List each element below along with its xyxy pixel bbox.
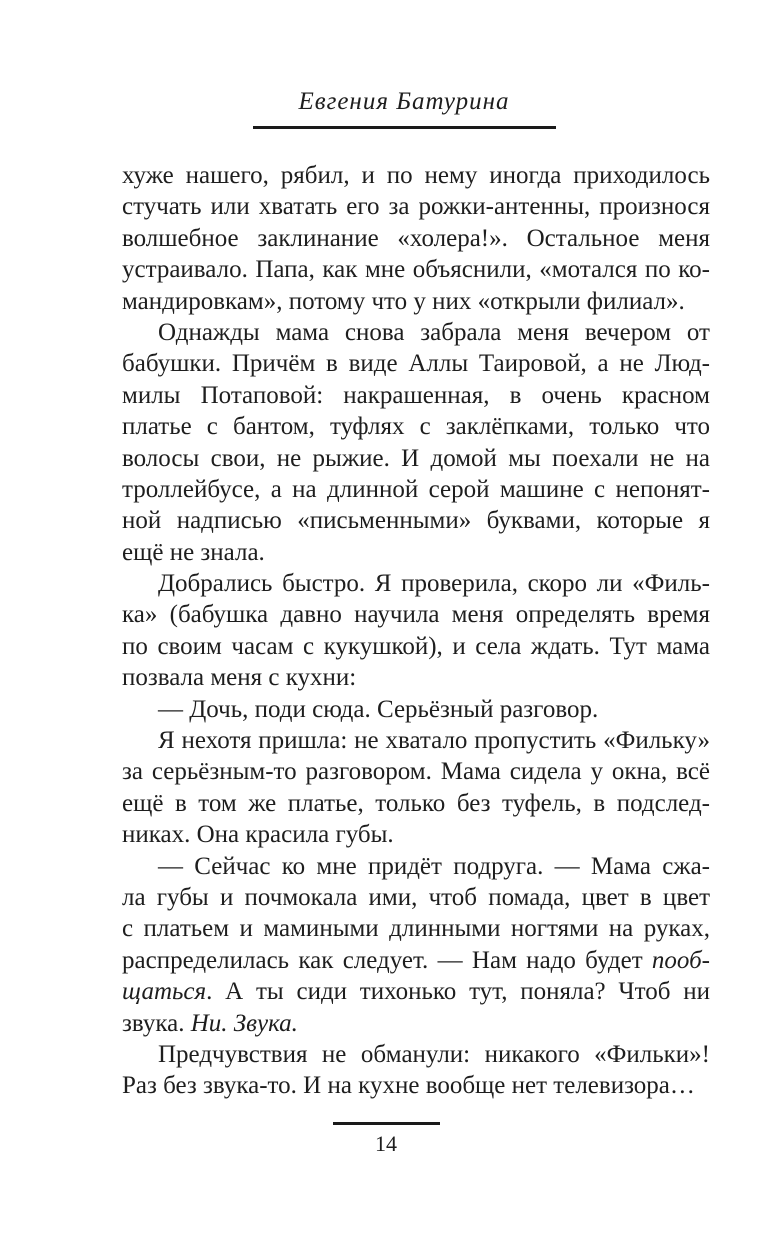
text-line — [122, 191, 710, 222]
text-run: Раз без звука-то. И на кухне вообще нет телевизора… — [122, 1072, 695, 1100]
text-line — [122, 286, 710, 317]
text-line — [122, 380, 710, 411]
text-line — [122, 913, 710, 944]
text-line — [122, 317, 710, 348]
text-line — [122, 1070, 710, 1101]
italic-run: щаться — [122, 978, 207, 1006]
text-run: мандировкам», потому что у них «открыли филиал». — [122, 287, 685, 315]
text-run: позвала меня с кухни: — [122, 664, 357, 692]
text-line — [122, 631, 710, 662]
text-run: распределилась как следует. — Нам надо будет — [122, 946, 652, 974]
text-line — [122, 160, 710, 191]
text-line — [122, 1008, 710, 1039]
text-run: по своим часам с кукушкой), и села ждать. Тут мама — [122, 632, 710, 660]
text-run: волосы свои, не рыжие. И домой мы поехали не на — [122, 444, 710, 472]
text-line — [122, 537, 710, 568]
text-run: волшебное заклинание «холера!». Остальное меня — [122, 224, 710, 252]
text-line — [122, 945, 710, 976]
text-run: милы Потаповой: накрашенная, в очень красном — [122, 381, 710, 409]
text-line — [122, 851, 710, 882]
page-number: 14 — [375, 1131, 397, 1156]
text-run: — Дочь, поди сюда. Серьёзный разговор. — [158, 695, 599, 723]
text-run: ка» (бабушка давно научила меня определять время — [122, 601, 710, 629]
text-run: — Сейчас ко мне придёт подруга. — Мама сжа- — [158, 852, 710, 880]
paragraph — [122, 1039, 710, 1102]
footer-rule — [333, 1122, 440, 1125]
text-run: за серьёзным-то разговором. Мама сидела у окна, всё — [122, 758, 710, 786]
text-run: хуже нашего, рябил, и по нему иногда приходилось — [122, 162, 710, 189]
text-run: троллейбусе, а на длинной серой машине с непонят- — [122, 475, 710, 503]
text-run: ла губы и почмокала ими, чтоб помада, цвет в цвет — [122, 883, 710, 911]
text-run: звука. — [122, 1009, 191, 1037]
text-run: . А ты сиди тихонько тут, поняла? Чтоб ни — [206, 978, 710, 1006]
paragraph — [122, 851, 710, 1039]
text-block — [122, 160, 710, 1102]
italic-run: пооб- — [651, 946, 710, 974]
text-line — [122, 756, 710, 787]
text-line — [122, 1039, 710, 1070]
text-run: ной надписью «письменными» буквами, которые я — [122, 507, 710, 535]
paragraph — [122, 694, 710, 725]
text-line — [122, 662, 710, 693]
text-run: устраивало. Папа, как мне объяснили, «мотался по ко- — [122, 256, 710, 284]
paragraph — [122, 160, 710, 317]
text-run: Добрались быстро. Я проверила, скоро ли «Филь- — [158, 570, 710, 598]
text-line — [122, 725, 710, 756]
italic-run: Ни. Звука. — [190, 1009, 298, 1037]
text-line — [122, 882, 710, 913]
text-run: бабушки. Причём в виде Аллы Таировой, а не Люд- — [122, 350, 710, 378]
text-run: платье с бантом, туфлях с заклёпками, только что — [122, 413, 710, 441]
text-run: Предчувствия не обманули: никакого «Фильки»! — [158, 1040, 710, 1068]
text-line — [122, 788, 710, 819]
text-line — [122, 976, 710, 1007]
text-line — [122, 474, 710, 505]
text-run: ещё в том же платье, только без туфель, в подслед- — [122, 789, 710, 817]
paragraph — [122, 568, 710, 694]
text-line — [122, 348, 710, 379]
text-run: ещё не знала. — [122, 538, 265, 566]
text-line — [122, 694, 710, 725]
text-run: Я нехотя пришла: не хватало пропустить «Фильку» — [158, 727, 710, 755]
text-line — [122, 568, 710, 599]
text-line — [122, 505, 710, 536]
text-line — [122, 599, 710, 630]
text-run: стучать или хватать его за рожки-антенны, произнося — [122, 193, 710, 221]
paragraph — [122, 725, 710, 851]
paragraph — [122, 317, 710, 568]
text-line — [122, 254, 710, 285]
header-rule — [253, 126, 556, 129]
text-line — [122, 223, 710, 254]
text-run: с платьем и мамиными длинными ногтями на руках, — [122, 915, 710, 943]
text-run: Однажды мама снова забрала меня вечером от — [158, 318, 710, 346]
text-line — [122, 443, 710, 474]
text-line — [122, 819, 710, 850]
running-header-author: Евгения Батурина — [298, 88, 510, 115]
text-line — [122, 411, 710, 442]
text-run: никах. Она красила губы. — [122, 821, 394, 849]
